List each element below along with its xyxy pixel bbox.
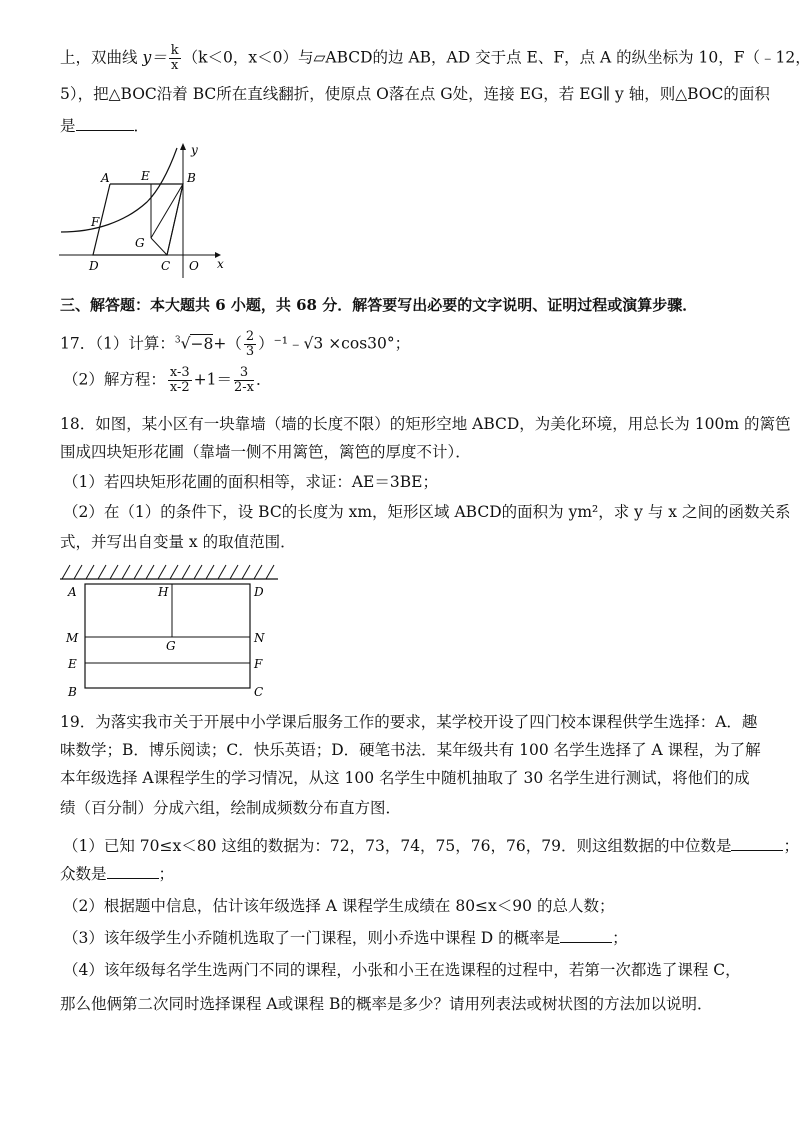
cube-root-index: 3	[174, 335, 181, 346]
label-d: D	[254, 585, 264, 599]
q19-line6-text: 众数是	[60, 865, 107, 883]
q19-line5-text: （1）已知 70≤x＜80 这组的数据为：72，73，74，75，76，76，79．则这组数据的中位数是	[63, 837, 732, 855]
q16-frac-num: k	[170, 43, 179, 58]
probability-answer-blank[interactable]	[560, 928, 612, 943]
q19-line10: 那么他俩第二次同时选择课程 A或课程 B的概率是多少？请用列表法或树状图的方法加以说明．	[60, 995, 713, 1013]
q19-line5-end: ；	[783, 837, 799, 855]
q17-frac-num: 2	[245, 329, 255, 344]
label-f: F	[254, 657, 263, 671]
q16-line3-end: ．	[133, 117, 150, 135]
rect-abcd	[85, 584, 250, 688]
q17-exponent: ）⁻¹	[258, 334, 289, 353]
q19-line1: 19．为落实我市关于开展中小学课后服务工作的要求，某学校开设了四门校本课程供学生选择：A．趣	[60, 713, 758, 731]
q17-p2-end: ．	[256, 370, 272, 389]
label-b: B	[68, 685, 77, 699]
q18-line1: 18．如图，某小区有一块靠墙（墙的长度不限）的矩形空地 ABCD，为美化环境，用总长为 100m 的篱笆	[60, 415, 791, 433]
label-a: A	[68, 585, 77, 599]
section-3-heading: 三、解答题：本大题共 6 小题，共 68 分．解答要写出必要的文字说明、证明过程或演算步骤．	[60, 296, 698, 314]
label-e: E	[68, 657, 77, 671]
label-y: y	[191, 143, 198, 157]
label-e: E	[141, 169, 150, 183]
mode-answer-blank[interactable]	[107, 864, 159, 879]
q16-answer-blank[interactable]	[76, 116, 134, 131]
q17-part2	[63, 366, 272, 395]
q17-frac-den: 3	[245, 344, 255, 359]
cube-root-arg: −8	[190, 334, 214, 353]
q16-frac-den: x	[170, 58, 179, 73]
q17-frac2-num: 3	[234, 366, 254, 381]
q16-fraction	[169, 44, 181, 73]
label-o: O	[189, 259, 199, 273]
q16-line1-pre: 上，双曲线	[60, 48, 143, 67]
q19-line4: 绩（百分制）分成六组，绘制成频数分布直方图．	[60, 799, 402, 817]
q19-line5	[63, 836, 799, 856]
q17-fraction	[244, 330, 256, 359]
y-axis-arrow	[180, 143, 186, 150]
q19-line2: 味数学；B．博乐阅读；C．快乐英语；D．硬笔书法．某年级共有 100 名学生选择了 A 课程，为了解	[60, 741, 761, 759]
hyperbola-curve	[61, 148, 177, 232]
label-f: F	[91, 215, 100, 229]
segment-gc	[151, 238, 167, 255]
q17-frac2	[234, 366, 254, 395]
q16-y-eq: y＝	[142, 48, 167, 67]
label-g: G	[135, 236, 145, 250]
q17-plus: +（	[213, 334, 242, 353]
label-n: N	[254, 631, 265, 645]
q16-line3	[60, 116, 149, 136]
label-x: x	[217, 257, 224, 271]
label-h: H	[158, 585, 169, 599]
q19-line3: 本年级选择 A课程学生的学习情况，从这 100 名学生中随机抽取了 30 名学生进行测试，将他们的成	[60, 769, 750, 787]
q17-part1	[60, 330, 410, 359]
figure-hyperbola-parallelogram	[55, 140, 235, 280]
q17-p2-label: （2）解方程：	[63, 370, 166, 389]
label-g: G	[166, 639, 176, 653]
q19-line8	[63, 928, 628, 948]
q17-frac1-den: x-2	[169, 380, 190, 395]
q18-line4: （2）在（1）的条件下，设 BC的长度为 xm，矩形区域 ABCD的面积为 ym²，求 y 与 x 之间的函数关系	[63, 503, 791, 521]
q18-line3: （1）若四块矩形花圃的面积相等，求证：AE＝3BE；	[63, 473, 438, 491]
q17-frac2-den: 2-x	[234, 380, 255, 395]
q17-p2-mid: +1＝	[193, 370, 233, 389]
label-d: D	[89, 259, 99, 273]
q17-frac1	[168, 366, 192, 395]
median-answer-blank[interactable]	[731, 836, 783, 851]
q16-line1	[60, 44, 811, 73]
q18-line5: 式，并写出自变量 x 的取值范围．	[60, 533, 296, 551]
segment-cb	[167, 184, 183, 255]
q16-line1-post: （k＜0，x＜0）与▱ABCD的边 AB，AD 交于点 E、F，点 A 的纵坐标为 10，F（﹣12，	[182, 48, 811, 67]
label-a: A	[101, 171, 110, 185]
q19-line9: （4）该年级每名学生选两门不同的课程，小张和小王在选课程的过程中，若第一次都选了课程 C，	[63, 961, 741, 979]
q19-line8-end: ；	[612, 929, 628, 947]
q16-line3-text: 是	[60, 117, 76, 135]
q16-line2: 5），把△BOC沿着 BC所在直线翻折，使原点 O落在点 G处，连接 EG，若 EG∥ y 轴，则△BOC的面积	[60, 85, 770, 103]
label-b: B	[187, 171, 196, 185]
label-m: M	[66, 631, 79, 645]
label-c: C	[254, 685, 264, 699]
q17-p1-label: （1）计算：	[95, 334, 175, 353]
q17-number: 17．	[60, 334, 96, 353]
q18-line2: 围成四块矩形花圃（靠墙一侧不用篱笆，篱笆的厚度不计）．	[60, 443, 471, 461]
q19-line6	[60, 864, 174, 884]
q17-p1-rest: ﹣√3 ×cos30°；	[288, 334, 411, 353]
q19-line7: （2）根据题中信息，估计该年级选择 A 课程学生成绩在 80≤x＜90 的总人数；	[63, 897, 615, 915]
figure-garden-rectangle	[58, 562, 283, 702]
q19-line8-text: （3）该年级学生小乔随机选取了一门课程，则小乔选中课程 D 的概率是	[63, 929, 561, 947]
wall-hatching	[62, 565, 274, 579]
label-c: C	[161, 259, 171, 273]
q17-frac1-num: x-3	[169, 365, 190, 380]
root-sign: √	[180, 334, 191, 353]
q19-line6-end: ；	[158, 865, 175, 883]
